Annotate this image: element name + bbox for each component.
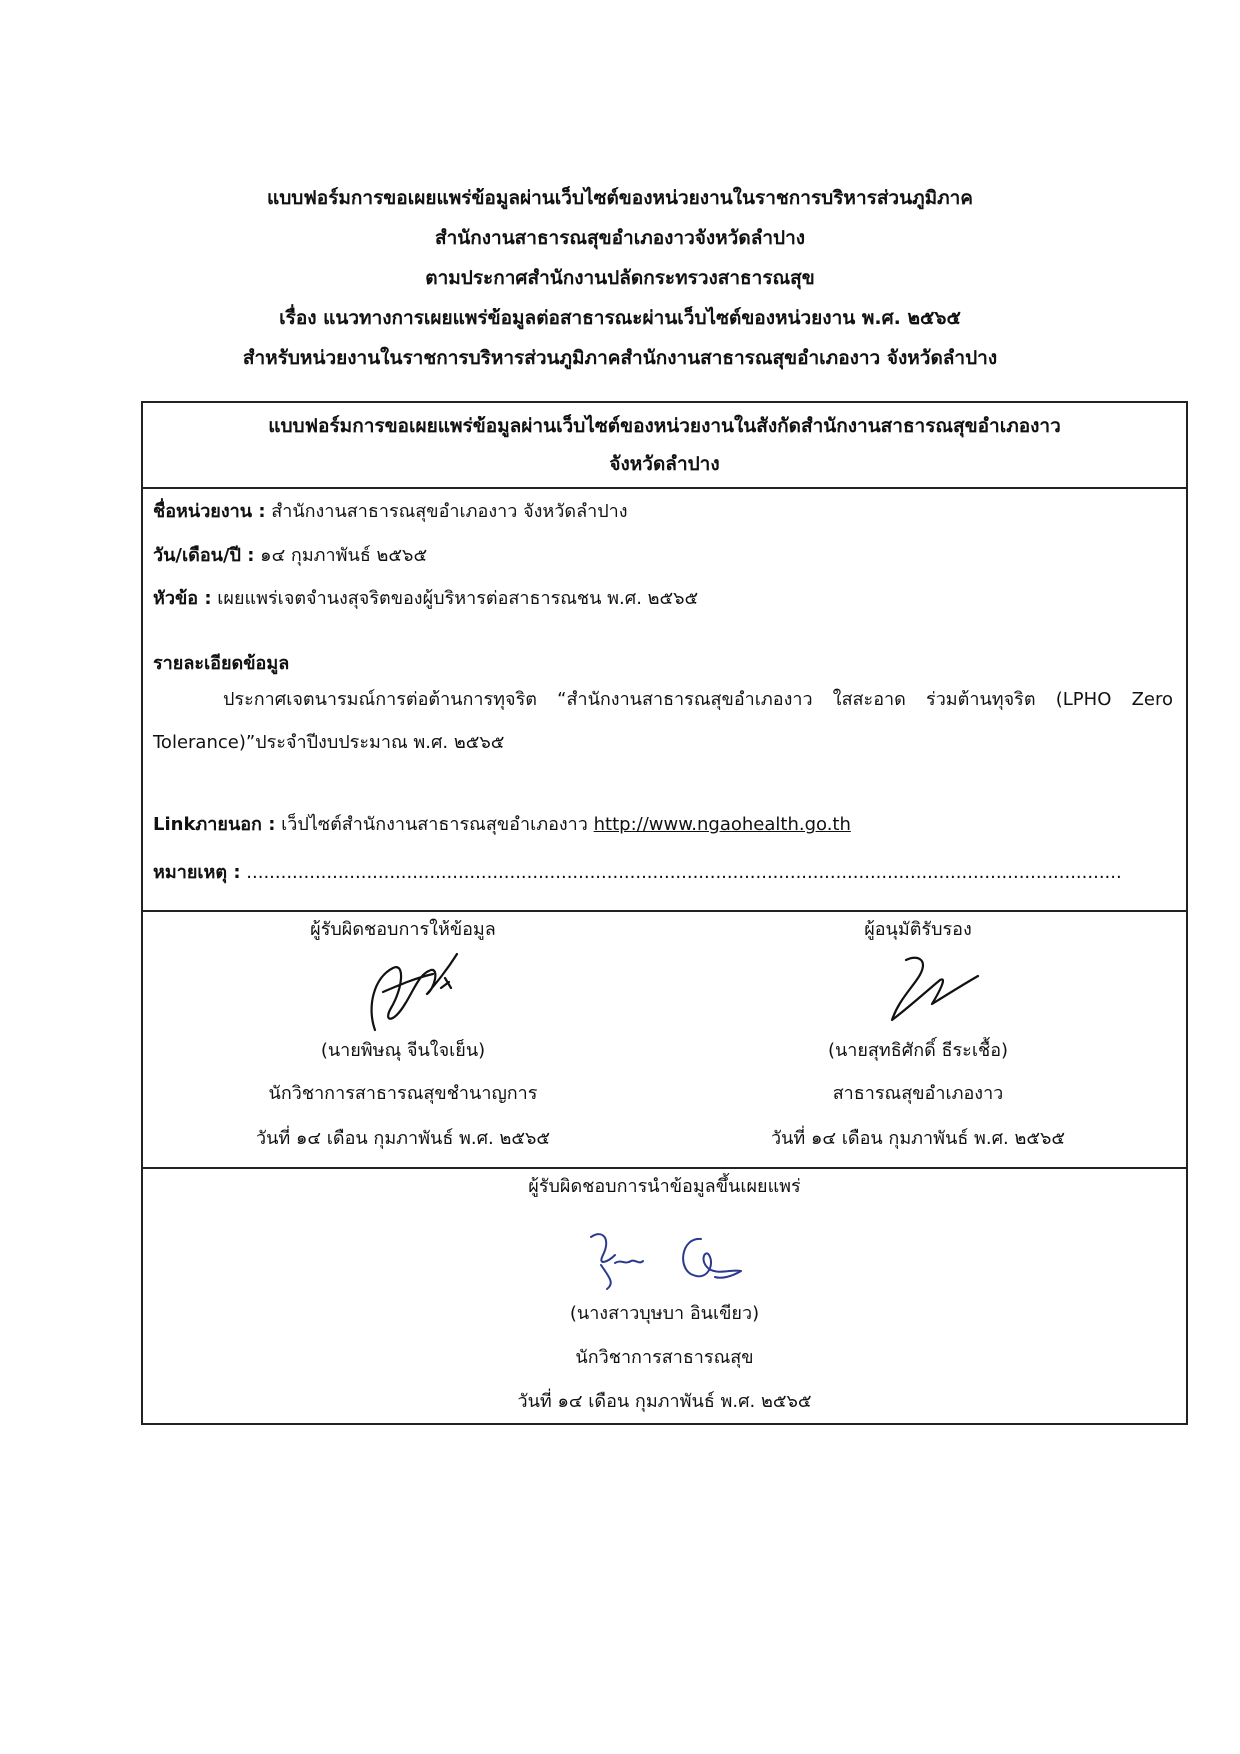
external-link[interactable]: http://www.ngaohealth.go.th	[593, 814, 851, 835]
approver-position: สาธารณสุขอำเภองาว	[832, 1083, 1004, 1104]
note-label: หมายเหตุ :	[153, 862, 241, 883]
approver-role: ผู้อนุมัติรับรอง	[864, 919, 972, 940]
topic-value: เผยแพร่เจตจำนงสุจริตของผู้บริหารต่อสาธารณชน พ.ศ. ๒๕๖๕	[211, 588, 699, 609]
publisher-role: ผู้รับผิดชอบการนำข้อมูลขึ้นเผยแพร่	[528, 1176, 801, 1197]
agency-value: สำนักงานสาธารณสุขอำเภองาว จังหวัดลำปาง	[265, 501, 628, 522]
approver-signature-image	[878, 950, 988, 1030]
link-row	[153, 810, 851, 840]
provider-signature-block	[163, 912, 643, 1167]
page-header	[0, 178, 1240, 378]
note-value: .........................................................................................................................................................	[240, 862, 1122, 883]
provider-name: (นายพิษณุ จีนใจเย็น)	[320, 1040, 486, 1061]
publisher-signature-block	[143, 1167, 1186, 1425]
publisher-name: (นางสาวบุษบา อินเขียว)	[569, 1303, 760, 1324]
date-label: วัน/เดือน/ปี :	[153, 545, 255, 566]
form-title-line-2: จังหวัดลำปาง	[609, 453, 720, 475]
link-text: เว็ปไซต์สำนักงานสาธารณสุขอำเภองาว	[275, 814, 594, 835]
provider-date: วันที่ ๑๔ เดือน กุมภาพันธ์ พ.ศ. ๒๕๖๕	[255, 1128, 551, 1149]
form-box	[141, 401, 1188, 1425]
form-title	[143, 403, 1186, 489]
detail-label: รายละเอียดข้อมูล	[153, 653, 290, 674]
agency-label: ชื่อหน่วยงาน :	[153, 501, 266, 522]
note-row	[153, 858, 1122, 888]
publisher-date: วันที่ ๑๔ เดือน กุมภาพันธ์ พ.ศ. ๒๕๖๕	[517, 1391, 812, 1412]
header-line-3: ตามประกาศสำนักงานปลัดกระทรวงสาธารณสุข	[425, 267, 815, 289]
approver-name: (นายสุทธิศักดิ์ ธีระเชื้อ)	[827, 1040, 1009, 1061]
detail-text: ประกาศเจตนารมณ์การต่อต้านการทุจริต “สำนักงานสาธารณสุขอำเภองาว ใสสะอาด ร่วมต้านทุจริต (LPHO Zero Tolerance)”ประจำปีงบประมาณ พ.ศ. ๒๕๖๕	[153, 689, 1173, 753]
signature-section	[143, 910, 1186, 1167]
date-value: ๑๔ กุมภาพันธ์ ๒๕๖๕	[254, 545, 428, 566]
header-line-4: เรื่อง แนวทางการเผยแพร่ข้อมูลต่อสาธารณะผ่านเว็บไซต์ของหน่วยงาน พ.ศ. ๒๕๖๕	[279, 307, 961, 329]
date-row	[153, 541, 427, 571]
topic-label: หัวข้อ :	[153, 588, 212, 609]
publisher-signature-image	[581, 1225, 761, 1295]
header-line-1: แบบฟอร์มการขอเผยแพร่ข้อมูลผ่านเว็บไซต์ของหน่วยงานในราชการบริหารส่วนภูมิภาค	[266, 187, 974, 209]
link-label: Linkภายนอก :	[153, 814, 276, 835]
approver-date: วันที่ ๑๔ เดือน กุมภาพันธ์ พ.ศ. ๒๕๖๕	[770, 1128, 1066, 1149]
topic-row	[153, 584, 698, 614]
agency-row	[153, 497, 628, 527]
publisher-position: นักวิชาการสาธารณสุข	[575, 1347, 754, 1368]
header-line-2: สำนักงานสาธารณสุขอำเภองาวจังหวัดลำปาง	[434, 227, 806, 249]
header-line-5: สำหรับหน่วยงานในราชการบริหารส่วนภูมิภาคสำนักงานสาธารณสุขอำเภองาว จังหวัดลำปาง	[242, 347, 998, 369]
approver-signature-block	[678, 912, 1158, 1167]
provider-position: นักวิชาการสาธารณสุขชำนาญการ	[268, 1083, 538, 1104]
provider-role: ผู้รับผิดชอบการให้ข้อมูล	[310, 919, 496, 940]
detail-row	[153, 649, 289, 679]
provider-signature-image	[353, 948, 473, 1036]
form-title-line-1: แบบฟอร์มการขอเผยแพร่ข้อมูลผ่านเว็บไซต์ของหน่วยงานในสังกัดสำนักงานสาธารณสุขอำเภองาว	[268, 415, 1061, 437]
